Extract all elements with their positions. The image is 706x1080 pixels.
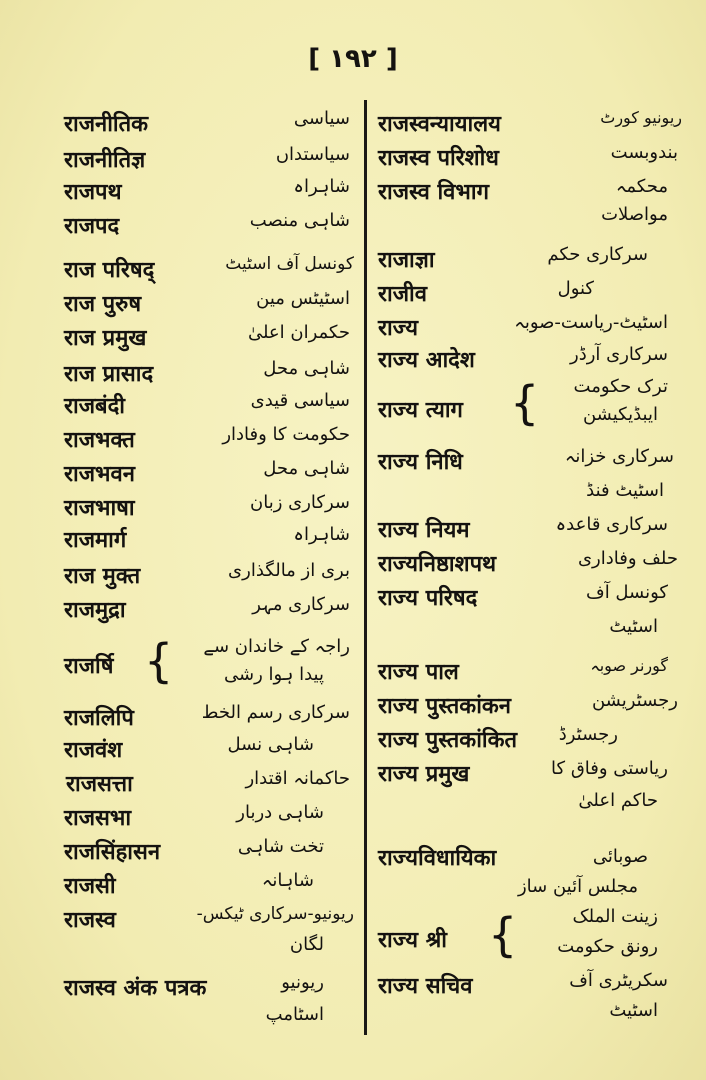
hindi-term: राजसी — [64, 874, 116, 899]
hindi-term: राज्यविधायिका — [378, 846, 497, 871]
urdu-meaning: بندوبست — [610, 142, 678, 163]
urdu-meaning: ایبڈیکیشن — [582, 404, 658, 425]
entry — [64, 108, 354, 148]
hindi-term: राज्यनिष्ठाशपथ — [378, 552, 497, 577]
hindi-term: राज्य नियम — [378, 518, 470, 543]
entry — [64, 636, 354, 696]
hindi-term: राजभाषा — [64, 496, 135, 521]
urdu-meaning: رونق حکومت — [557, 936, 658, 957]
hindi-term: राज पुरुष — [64, 292, 142, 317]
urdu-meaning: سرکاری زبان — [250, 492, 350, 513]
entry — [64, 594, 354, 634]
hindi-term: राजमार्ग — [64, 528, 127, 553]
hindi-term: राज्य पुस्तकांकित — [378, 728, 518, 753]
hindi-term: राजनीतिज्ञ — [64, 148, 146, 173]
urdu-meaning: شاہی دربار — [236, 802, 324, 823]
urdu-meaning: سرکاری حکم — [547, 244, 648, 265]
hindi-term: राजपद — [64, 214, 120, 239]
urdu-meaning: ریونیو — [281, 972, 324, 993]
entry — [378, 970, 678, 1030]
urdu-meaning: زینت الملک — [572, 906, 658, 927]
entry — [378, 758, 678, 818]
urdu-meaning: سکریٹری آف — [569, 970, 668, 991]
hindi-term: राजभवन — [64, 462, 135, 487]
entry — [378, 376, 678, 436]
hindi-term: राज परिषद् — [64, 258, 155, 283]
hindi-term: राज मुक्त — [64, 564, 141, 589]
hindi-term: राजमुद्रा — [64, 598, 126, 623]
entry — [64, 524, 354, 564]
urdu-meaning: حاکم اعلیٰ — [578, 790, 658, 811]
urdu-meaning: رجسٹریشن — [591, 690, 678, 711]
hindi-term: राजसिंहासन — [64, 840, 161, 865]
urdu-meaning: شاہی محل — [263, 458, 350, 479]
hindi-term: राजीव — [378, 282, 427, 307]
urdu-meaning: کونسل آف اسٹیٹ — [225, 254, 354, 274]
hindi-term: राज्य पुस्तकांकन — [378, 694, 511, 719]
entry — [64, 972, 354, 1032]
hindi-term: राजस्व — [64, 908, 116, 933]
hindi-term: राज्य आदेश — [378, 348, 475, 373]
entry — [378, 446, 678, 506]
hindi-term: राजनीतिक — [64, 112, 149, 137]
hindi-term: राज प्रमुख — [64, 326, 147, 351]
hindi-term: राज्य पाल — [378, 660, 459, 685]
urdu-meaning: سیاسی — [293, 108, 350, 129]
urdu-meaning: سرکاری رسم الخط — [201, 702, 350, 723]
urdu-meaning: ترک حکومت — [573, 376, 668, 397]
brace-symbol: { — [488, 908, 518, 962]
urdu-meaning: سرکاری آرڈر — [570, 344, 668, 365]
urdu-meaning: لگان — [289, 934, 324, 955]
hindi-term: राजर्षि — [64, 654, 114, 679]
hindi-term: राजस्व विभाग — [378, 180, 489, 205]
hindi-term: राजस्व अंक पत्रक — [64, 976, 207, 1001]
urdu-meaning: حکمران اعلیٰ — [247, 322, 350, 343]
hindi-term: राजसभा — [64, 806, 132, 831]
urdu-meaning: اسٹیٹ فنڈ — [586, 480, 664, 501]
page-number: [ ۱۹۲ ] — [308, 44, 398, 74]
urdu-meaning: اسٹیٹس مین — [256, 288, 350, 309]
hindi-term: राज्य प्रमुख — [378, 762, 470, 787]
hindi-term: राजसत्ता — [66, 772, 133, 797]
urdu-meaning: اسٹامپ — [265, 1004, 324, 1025]
hindi-term: राज्य परिषद — [378, 586, 478, 611]
entry — [64, 210, 354, 250]
urdu-meaning: اسٹیٹ-ریاست-صوبہ — [514, 312, 668, 333]
urdu-meaning: گورنر صوبہ — [590, 656, 668, 675]
urdu-meaning: سرکاری قاعدہ — [555, 514, 668, 535]
urdu-meaning: تخت شاہی — [237, 836, 324, 857]
urdu-meaning: پیدا ہوا رشی — [224, 664, 324, 685]
urdu-meaning: شاہی نسل — [227, 734, 314, 755]
brace-symbol: { — [510, 376, 540, 430]
entry — [378, 906, 678, 968]
urdu-meaning: صوبائی — [592, 846, 648, 867]
urdu-meaning: شاہی منصب — [249, 210, 350, 231]
urdu-meaning: رجسٹرڈ — [558, 724, 618, 745]
urdu-meaning: سرکاری خزانہ — [564, 446, 674, 467]
entry — [378, 842, 678, 902]
urdu-meaning: کونسل آف — [586, 582, 668, 603]
urdu-meaning: کنول — [557, 278, 594, 299]
urdu-meaning: بری از مالگذاری — [228, 560, 350, 581]
urdu-meaning: سیاستداں — [275, 144, 350, 165]
hindi-term: राज्य सचिव — [378, 974, 473, 999]
hindi-term: राजवंश — [64, 738, 123, 763]
hindi-term: राज्य त्याग — [378, 398, 463, 423]
entry — [378, 176, 678, 236]
hindi-term: राजस्व परिशोध — [378, 146, 499, 171]
column-divider — [364, 100, 367, 1035]
hindi-term: राज्य श्री — [378, 928, 447, 953]
urdu-meaning: مواصلات — [601, 204, 668, 225]
urdu-meaning: اسٹیٹ — [609, 616, 658, 637]
entry — [64, 322, 354, 362]
urdu-meaning: راجہ کے خاندان سے — [203, 636, 350, 657]
urdu-meaning: اسٹیٹ — [609, 1000, 658, 1021]
hindi-term: राज प्रासाद — [64, 362, 154, 387]
urdu-meaning: حلف وفاداری — [577, 548, 678, 569]
hindi-term: राजबंदी — [64, 394, 125, 419]
entry — [378, 582, 678, 642]
hindi-term: राज्य निधि — [378, 450, 463, 475]
hindi-term: राजलिपि — [64, 706, 134, 731]
urdu-meaning: حاکمانہ اقتدار — [245, 768, 350, 789]
urdu-meaning: سرکاری مہر — [252, 594, 350, 615]
hindi-term: राज्य — [378, 316, 419, 341]
urdu-meaning: ریاستی وفاق کا — [551, 758, 668, 779]
entry — [64, 904, 354, 964]
hindi-term: राजभक्त — [64, 428, 135, 453]
urdu-meaning: شاہراہ — [293, 524, 350, 545]
urdu-meaning: شاہانہ — [261, 870, 314, 891]
urdu-meaning: محکمہ — [615, 176, 668, 197]
hindi-term: राजस्वन्यायालय — [378, 112, 501, 137]
brace-symbol: { — [144, 634, 174, 688]
urdu-meaning: شاہراہ — [293, 176, 350, 197]
hindi-term: राजपथ — [64, 180, 122, 205]
urdu-meaning: حکومت کا وفادار — [222, 424, 350, 445]
hindi-term: राजाज्ञा — [378, 248, 435, 273]
urdu-meaning: ریونیو-سرکاری ٹیکس- — [196, 904, 354, 924]
urdu-meaning: مجلس آئین ساز — [517, 876, 638, 897]
urdu-meaning: سیاسی قیدی — [250, 390, 350, 411]
urdu-meaning: ریونیو کورٹ — [600, 108, 682, 127]
urdu-meaning: شاہی محل — [263, 358, 350, 379]
